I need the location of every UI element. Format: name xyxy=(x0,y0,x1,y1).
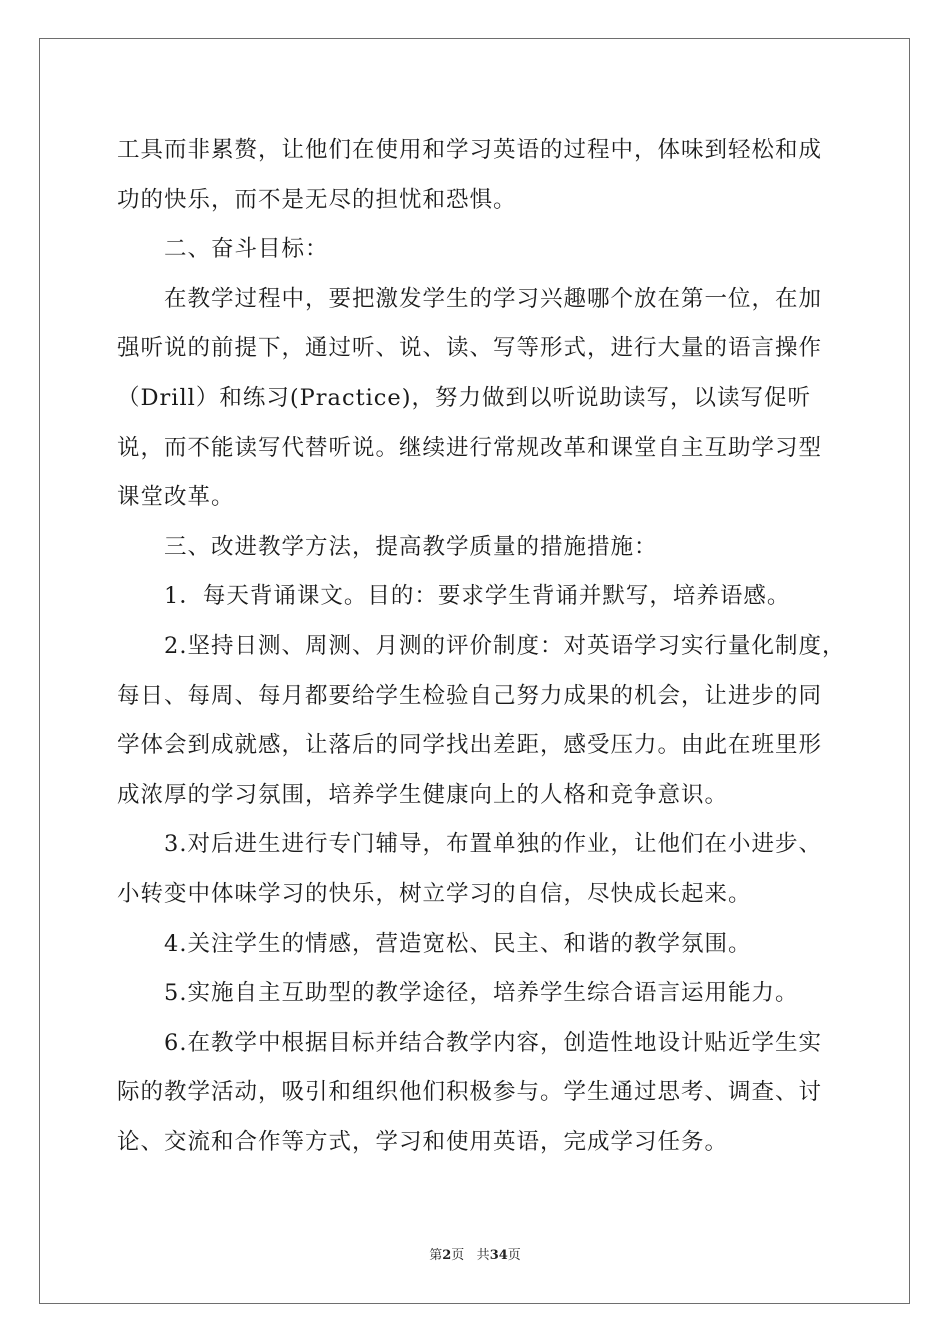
text-line: 每日、每周、每月都要给学生检验自己努力成果的机会，让进步的同 xyxy=(117,682,823,709)
text-line: 1．每天背诵课文。目的：要求学生背诵并默写，培养语感。 xyxy=(117,583,791,610)
page-prefix: 第 xyxy=(429,1248,443,1263)
text-line: 4.关注学生的情感，营造宽松、民主、和谐的教学氛围。 xyxy=(117,930,752,957)
text-line: 在教学过程中，要把激发学生的学习兴趣哪个放在第一位，在加 xyxy=(117,285,823,312)
text-line: 说，而不能读写代替听说。继续进行常规改革和课堂自主互助学习型 xyxy=(117,434,823,461)
document-body xyxy=(117,126,846,1167)
page-suffix: 页 xyxy=(451,1248,465,1263)
section-heading: 三、改进教学方法，提高教学质量的措施措施： xyxy=(117,533,658,560)
text-line: 课堂改革。 xyxy=(117,484,235,511)
text-line: 学体会到成就感，让落后的同学找出差距，感受压力。由此在班里形 xyxy=(117,732,823,759)
text-line: 论、交流和合作等方式，学习和使用英语，完成学习任务。 xyxy=(117,1128,729,1155)
section-heading: 二、奋斗目标： xyxy=(117,236,329,263)
text-line: 成浓厚的学习氛围，培养学生健康向上的人格和竞争意识。 xyxy=(117,781,729,808)
text-line: 功的快乐，而不是无尽的担忧和恐惧。 xyxy=(117,186,517,213)
text-line: 2.坚持日测、周测、月测的评价制度：对英语学习实行量化制度， xyxy=(117,632,846,659)
text-line: 5.实施自主互助型的教学途径，培养学生综合语言运用能力。 xyxy=(117,980,799,1007)
text-line: （Drill）和练习(Practice)，努力做到以听说助读写，以读写促听 xyxy=(117,384,812,411)
text-line: 6.在教学中根据目标并结合教学内容，创造性地设计贴近学生实 xyxy=(117,1029,822,1056)
text-line: 小转变中体味学习的快乐，树立学习的自信，尽快成长起来。 xyxy=(117,880,752,907)
total-prefix: 共 xyxy=(476,1248,490,1263)
text-line: 工具而非累赘，让他们在使用和学习英语的过程中，体味到轻松和成 xyxy=(117,137,823,163)
text-line: 3.对后进生进行专门辅导，布置单独的作业，让他们在小进步、 xyxy=(117,831,822,858)
page-footer xyxy=(0,1244,950,1263)
text-line: 际的教学活动，吸引和组织他们积极参与。学生通过思考、调查、讨 xyxy=(117,1079,823,1106)
text-line: 强听说的前提下，通过听、说、读、写等形式，进行大量的语言操作 xyxy=(117,335,823,362)
total-suffix: 页 xyxy=(507,1248,521,1263)
page-current: 2 xyxy=(442,1248,452,1263)
page-total: 34 xyxy=(489,1248,508,1263)
